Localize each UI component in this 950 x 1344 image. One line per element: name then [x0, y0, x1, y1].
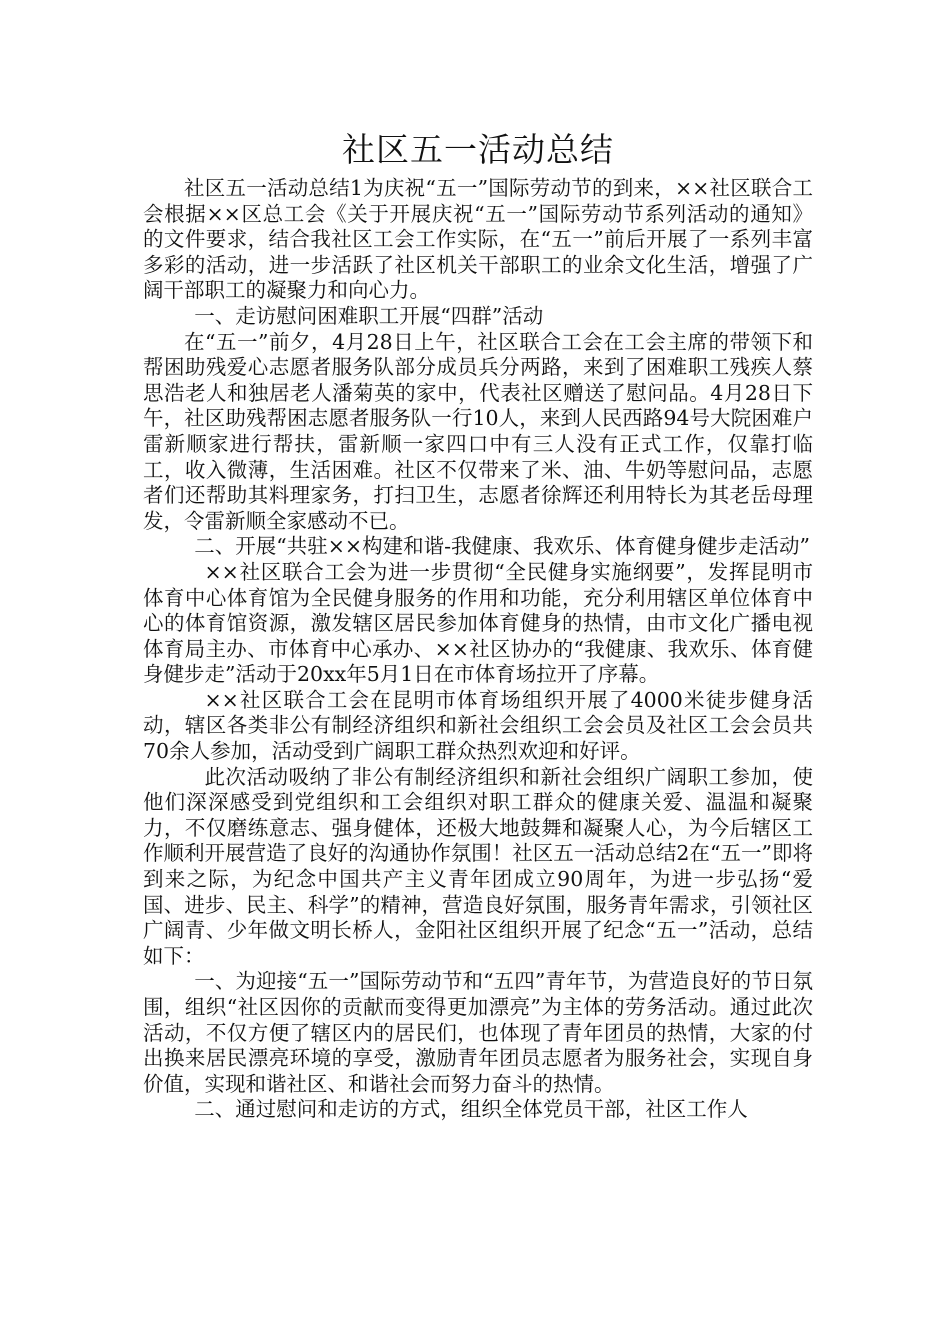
document-page	[143, 128, 813, 1123]
document-title: 社区五一活动总结	[342, 130, 614, 169]
paragraph: 一、为迎接“五一”国际劳动节和“五四”青年节，为营造良好的节日氛围，组织“社区因你的贡献而变得更加漂亮”为主体的劳务活动。通过此次活动，不仅方便了辖区内的居民们，也体现了青年团员的热情，大家的付出换来居民漂亮环境的享受，激励青年团员志愿者为服务社会，实现自身价值，实现和谐社区、和谐社会而努力奋斗的热情。	[143, 969, 813, 1096]
section-heading: 一、走访慰问困难职工开展“四群”活动	[194, 303, 544, 328]
section-heading: 二、开展“共驻××构建和谐-我健康、我欢乐、体育健身健步走活动”	[194, 534, 810, 559]
paragraph: ××社区联合工会在昆明市体育场组织开展了4000米徒步健身活动，辖区各类非公有制经济组织和新社会组织工会会员及社区工会会员共70余人参加，活动受到广阔职工群众热烈欢迎和好评。	[143, 687, 813, 764]
paragraph: 社区五一活动总结1为庆祝“五一”国际劳动节的到来，××社区联合工会根据××区总工会《关于开展庆祝“五一”国际劳动节系列活动的通知》的文件要求，结合我社区工会工作实际，在“五一”前后开展了一系列丰富多彩的活动，进一步活跃了社区机关干部职工的业余文化生活，增强了广阔干部职工的凝聚力和向心力。	[143, 176, 813, 303]
paragraph: 在“五一”前夕，4月28日上午，社区联合工会在工会主席的带领下和帮困助残爱心志愿者服务队部分成员兵分两路，来到了困难职工残疾人蔡思浩老人和独居老人潘菊英的家中，代表社区赠送了慰问品。4月28日下午，社区助残帮困志愿者服务队一行10人，来到人民西路94号大院困难户雷新顺家进行帮扶，雷新顺一家四口中有三人没有正式工作，仅靠打临工，收入微薄，生活困难。社区不仅带来了米、油、牛奶等慰问品，志愿者们还帮助其料理家务，打扫卫生，志愿者徐辉还利用特长为其老岳母理发，令雷新顺全家感动不已。	[143, 329, 813, 533]
paragraph: ××社区联合工会为进一步贯彻“全民健身实施纲要”，发挥昆明市体育中心体育馆为全民健身服务的作用和功能，充分利用辖区单位体育中心的体育馆资源，激发辖区居民参加体育健身的热情，由市文化广播电视体育局主办、市体育中心承办、××社区协办的“我健康、我欢乐、体育健身健步走”活动于20xx年5月1日在市体育场拉开了序幕。	[143, 559, 813, 687]
paragraph: 二、通过慰问和走访的方式，组织全体党员干部，社区工作人	[194, 1097, 748, 1122]
paragraph: 此次活动吸纳了非公有制经济组织和新社会组织广阔职工参加，使他们深深感受到党组织和工会组织对职工群众的健康关爱、温温和凝聚力，不仅磨练意志、强身健体，还极大地鼓舞和凝聚人心，为今后辖区工作顺利开展营造了良好的沟通协作氛围！社区五一活动总结2在“五一”即将到来之际，为纪念中国共产主义青年团成立90周年，为进一步弘扬“爱国、进步、民主、科学”的精神，营造良好氛围，服务青年需求，引领社区广阔青、少年做文明长桥人，金阳社区组织开展了纪念“五一”活动，总结如下：	[143, 764, 813, 968]
